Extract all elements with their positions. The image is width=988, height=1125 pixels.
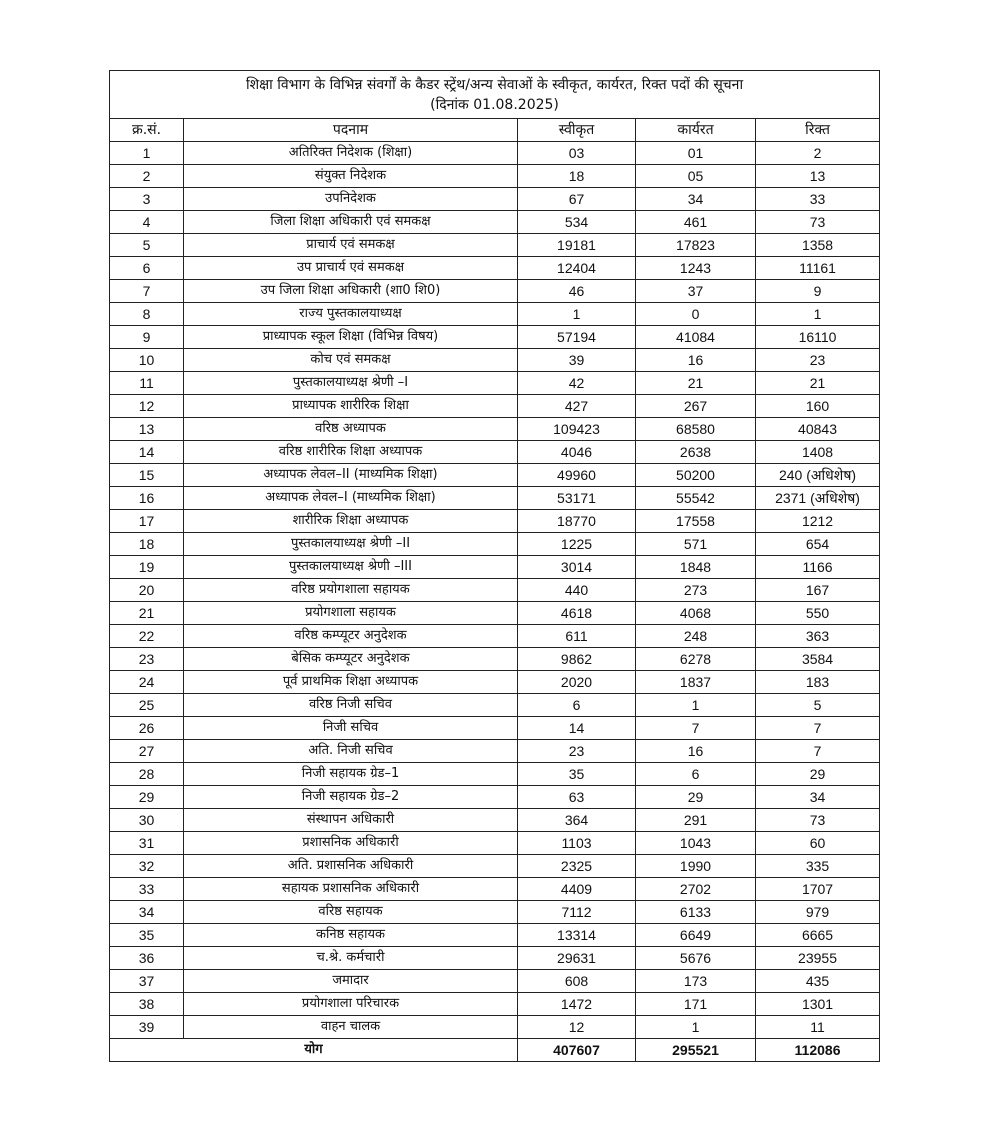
serial-cell: 12: [110, 395, 184, 418]
vacant-cell: 60: [756, 832, 880, 855]
sanctioned-cell: 53171: [518, 487, 636, 510]
table-row: [110, 878, 880, 901]
vacant-cell: 11: [756, 1016, 880, 1039]
vacant-cell: 1358: [756, 234, 880, 257]
sanctioned-cell: 9862: [518, 648, 636, 671]
designation-cell: जमादार: [184, 970, 518, 993]
sanctioned-cell: 46: [518, 280, 636, 303]
serial-cell: 27: [110, 740, 184, 763]
serial-cell: 1: [110, 142, 184, 165]
sanctioned-cell: 4046: [518, 441, 636, 464]
sanctioned-cell: 1: [518, 303, 636, 326]
vacant-cell: 3584: [756, 648, 880, 671]
sanctioned-cell: 29631: [518, 947, 636, 970]
serial-cell: 8: [110, 303, 184, 326]
sanctioned-cell: 13314: [518, 924, 636, 947]
designation-cell: निजी सचिव: [184, 717, 518, 740]
designation-cell: कोच एवं समकक्ष: [184, 349, 518, 372]
serial-cell: 6: [110, 257, 184, 280]
serial-cell: 31: [110, 832, 184, 855]
total-vacant: 112086: [756, 1039, 880, 1062]
serial-cell: 2: [110, 165, 184, 188]
serial-cell: 18: [110, 533, 184, 556]
table-row: [110, 832, 880, 855]
table-row: [110, 579, 880, 602]
vacant-cell: 2: [756, 142, 880, 165]
serial-cell: 20: [110, 579, 184, 602]
serial-cell: 28: [110, 763, 184, 786]
working-cell: 1990: [636, 855, 756, 878]
working-cell: 05: [636, 165, 756, 188]
designation-cell: वाहन चालक: [184, 1016, 518, 1039]
table-row: [110, 510, 880, 533]
vacant-cell: 29: [756, 763, 880, 786]
designation-cell: राज्य पुस्तकालयाध्यक्ष: [184, 303, 518, 326]
designation-cell: प्राध्यापक शारीरिक शिक्षा: [184, 395, 518, 418]
header-vacant: रिक्त: [756, 119, 880, 142]
sanctioned-cell: 534: [518, 211, 636, 234]
cadre-strength-table: [109, 70, 880, 1062]
vacant-cell: 13: [756, 165, 880, 188]
designation-cell: निजी सहायक ग्रेड–2: [184, 786, 518, 809]
header-serial: क्र.सं.: [110, 119, 184, 142]
sanctioned-cell: 611: [518, 625, 636, 648]
serial-cell: 7: [110, 280, 184, 303]
working-cell: 2638: [636, 441, 756, 464]
sanctioned-cell: 12: [518, 1016, 636, 1039]
working-cell: 4068: [636, 602, 756, 625]
serial-cell: 35: [110, 924, 184, 947]
table-row: [110, 395, 880, 418]
table-row: [110, 809, 880, 832]
designation-cell: निजी सहायक ग्रेड–1: [184, 763, 518, 786]
sanctioned-cell: 39: [518, 349, 636, 372]
sanctioned-cell: 608: [518, 970, 636, 993]
designation-cell: वरिष्ठ सहायक: [184, 901, 518, 924]
working-cell: 16: [636, 740, 756, 763]
serial-cell: 34: [110, 901, 184, 924]
table-row: [110, 280, 880, 303]
vacant-cell: 2371 (अधिशेष): [756, 487, 880, 510]
working-cell: 1: [636, 1016, 756, 1039]
designation-cell: उप जिला शिक्षा अधिकारी (शा0 शि0): [184, 280, 518, 303]
serial-cell: 11: [110, 372, 184, 395]
vacant-cell: 1166: [756, 556, 880, 579]
table-row: [110, 234, 880, 257]
vacant-cell: 73: [756, 211, 880, 234]
sanctioned-cell: 35: [518, 763, 636, 786]
working-cell: 7: [636, 717, 756, 740]
working-cell: 1837: [636, 671, 756, 694]
designation-cell: अति. निजी सचिव: [184, 740, 518, 763]
table-row: [110, 211, 880, 234]
serial-cell: 13: [110, 418, 184, 441]
working-cell: 34: [636, 188, 756, 211]
designation-cell: पुस्तकालयाध्यक्ष श्रेणी –I: [184, 372, 518, 395]
table-row: [110, 1016, 880, 1039]
designation-cell: कनिष्ठ सहायक: [184, 924, 518, 947]
designation-cell: जिला शिक्षा अधिकारी एवं समकक्ष: [184, 211, 518, 234]
working-cell: 41084: [636, 326, 756, 349]
serial-cell: 3: [110, 188, 184, 211]
table-row: [110, 349, 880, 372]
table-row: [110, 993, 880, 1016]
designation-cell: च.श्रे. कर्मचारी: [184, 947, 518, 970]
working-cell: 6278: [636, 648, 756, 671]
designation-cell: अतिरिक्त निदेशक (शिक्षा): [184, 142, 518, 165]
serial-cell: 15: [110, 464, 184, 487]
working-cell: 68580: [636, 418, 756, 441]
serial-cell: 9: [110, 326, 184, 349]
working-cell: 173: [636, 970, 756, 993]
working-cell: 01: [636, 142, 756, 165]
working-cell: 1: [636, 694, 756, 717]
designation-cell: वरिष्ठ शारीरिक शिक्षा अध्यापक: [184, 441, 518, 464]
table-row: [110, 763, 880, 786]
working-cell: 29: [636, 786, 756, 809]
sanctioned-cell: 1472: [518, 993, 636, 1016]
sanctioned-cell: 109423: [518, 418, 636, 441]
vacant-cell: 550: [756, 602, 880, 625]
working-cell: 267: [636, 395, 756, 418]
designation-cell: शारीरिक शिक्षा अध्यापक: [184, 510, 518, 533]
table-row: [110, 740, 880, 763]
sanctioned-cell: 6: [518, 694, 636, 717]
table-row: [110, 165, 880, 188]
designation-cell: वरिष्ठ कम्प्यूटर अनुदेशक: [184, 625, 518, 648]
serial-cell: 5: [110, 234, 184, 257]
table-row: [110, 257, 880, 280]
document-title: शिक्षा विभाग के विभिन्न संवर्गों के कैडर स्ट्रेंथ/अन्य सेवाओं के स्वीकृत, कार्यरत, रिक्त पदों की सूचना: [245, 76, 744, 93]
working-cell: 1848: [636, 556, 756, 579]
vacant-cell: 34: [756, 786, 880, 809]
sanctioned-cell: 18770: [518, 510, 636, 533]
serial-cell: 19: [110, 556, 184, 579]
vacant-cell: 40843: [756, 418, 880, 441]
designation-cell: सहायक प्रशासनिक अधिकारी: [184, 878, 518, 901]
header-row: [110, 119, 880, 142]
vacant-cell: 33: [756, 188, 880, 211]
sanctioned-cell: 1225: [518, 533, 636, 556]
vacant-cell: 363: [756, 625, 880, 648]
vacant-cell: 183: [756, 671, 880, 694]
vacant-cell: 7: [756, 740, 880, 763]
designation-cell: उप प्राचार्य एवं समकक्ष: [184, 257, 518, 280]
designation-cell: संस्थापन अधिकारी: [184, 809, 518, 832]
working-cell: 571: [636, 533, 756, 556]
vacant-cell: 1: [756, 303, 880, 326]
header-sanctioned: स्वीकृत: [518, 119, 636, 142]
vacant-cell: 979: [756, 901, 880, 924]
table-row: [110, 418, 880, 441]
sanctioned-cell: 19181: [518, 234, 636, 257]
working-cell: 55542: [636, 487, 756, 510]
sanctioned-cell: 42: [518, 372, 636, 395]
sanctioned-cell: 2020: [518, 671, 636, 694]
designation-cell: प्रयोगशाला परिचारक: [184, 993, 518, 1016]
table-row: [110, 970, 880, 993]
working-cell: 0: [636, 303, 756, 326]
designation-cell: पुस्तकालयाध्यक्ष श्रेणी –III: [184, 556, 518, 579]
table-title: [110, 71, 880, 119]
sanctioned-cell: 23: [518, 740, 636, 763]
working-cell: 2702: [636, 878, 756, 901]
table-row: [110, 487, 880, 510]
vacant-cell: 1408: [756, 441, 880, 464]
table-row: [110, 142, 880, 165]
vacant-cell: 23: [756, 349, 880, 372]
designation-cell: वरिष्ठ अध्यापक: [184, 418, 518, 441]
sanctioned-cell: 67: [518, 188, 636, 211]
table-row: [110, 786, 880, 809]
working-cell: 461: [636, 211, 756, 234]
designation-cell: प्रयोगशाला सहायक: [184, 602, 518, 625]
working-cell: 16: [636, 349, 756, 372]
table-row: [110, 441, 880, 464]
table-row: [110, 625, 880, 648]
serial-cell: 37: [110, 970, 184, 993]
designation-cell: उपनिदेशक: [184, 188, 518, 211]
serial-cell: 16: [110, 487, 184, 510]
sanctioned-cell: 4618: [518, 602, 636, 625]
vacant-cell: 5: [756, 694, 880, 717]
serial-cell: 38: [110, 993, 184, 1016]
designation-cell: संयुक्त निदेशक: [184, 165, 518, 188]
total-sanctioned: 407607: [518, 1039, 636, 1062]
sanctioned-cell: 4409: [518, 878, 636, 901]
vacant-cell: 16110: [756, 326, 880, 349]
table-row: [110, 947, 880, 970]
serial-cell: 21: [110, 602, 184, 625]
working-cell: 6133: [636, 901, 756, 924]
table-row: [110, 924, 880, 947]
table-row: [110, 326, 880, 349]
sanctioned-cell: 18: [518, 165, 636, 188]
sanctioned-cell: 14: [518, 717, 636, 740]
vacant-cell: 167: [756, 579, 880, 602]
designation-cell: प्रशासनिक अधिकारी: [184, 832, 518, 855]
designation-cell: वरिष्ठ निजी सचिव: [184, 694, 518, 717]
table-row: [110, 855, 880, 878]
total-label: योग: [110, 1039, 518, 1062]
serial-cell: 10: [110, 349, 184, 372]
total-row: [110, 1039, 880, 1062]
working-cell: 37: [636, 280, 756, 303]
serial-cell: 30: [110, 809, 184, 832]
working-cell: 1243: [636, 257, 756, 280]
vacant-cell: 9: [756, 280, 880, 303]
table-row: [110, 533, 880, 556]
serial-cell: 32: [110, 855, 184, 878]
table-row: [110, 464, 880, 487]
header-designation: पदनाम: [184, 119, 518, 142]
serial-cell: 39: [110, 1016, 184, 1039]
vacant-cell: 335: [756, 855, 880, 878]
table-row: [110, 602, 880, 625]
vacant-cell: 1212: [756, 510, 880, 533]
table-row: [110, 694, 880, 717]
sanctioned-cell: 12404: [518, 257, 636, 280]
designation-cell: अति. प्रशासनिक अधिकारी: [184, 855, 518, 878]
working-cell: 171: [636, 993, 756, 1016]
designation-cell: पूर्व प्राथमिक शिक्षा अध्यापक: [184, 671, 518, 694]
vacant-cell: 21: [756, 372, 880, 395]
serial-cell: 22: [110, 625, 184, 648]
working-cell: 17823: [636, 234, 756, 257]
vacant-cell: 6665: [756, 924, 880, 947]
serial-cell: 36: [110, 947, 184, 970]
sanctioned-cell: 03: [518, 142, 636, 165]
working-cell: 17558: [636, 510, 756, 533]
table-row: [110, 372, 880, 395]
sanctioned-cell: 364: [518, 809, 636, 832]
serial-cell: 4: [110, 211, 184, 234]
working-cell: 6: [636, 763, 756, 786]
vacant-cell: 23955: [756, 947, 880, 970]
table-row: [110, 188, 880, 211]
vacant-cell: 7: [756, 717, 880, 740]
designation-cell: वरिष्ठ प्रयोगशाला सहायक: [184, 579, 518, 602]
serial-cell: 14: [110, 441, 184, 464]
sanctioned-cell: 49960: [518, 464, 636, 487]
vacant-cell: 1707: [756, 878, 880, 901]
working-cell: 5676: [636, 947, 756, 970]
designation-cell: प्राध्यापक स्कूल शिक्षा (विभिन्न विषय): [184, 326, 518, 349]
vacant-cell: 160: [756, 395, 880, 418]
designation-cell: अध्यापक लेवल–I (माध्यमिक शिक्षा): [184, 487, 518, 510]
vacant-cell: 240 (अधिशेष): [756, 464, 880, 487]
sanctioned-cell: 440: [518, 579, 636, 602]
total-working: 295521: [636, 1039, 756, 1062]
working-cell: 291: [636, 809, 756, 832]
working-cell: 21: [636, 372, 756, 395]
vacant-cell: 73: [756, 809, 880, 832]
designation-cell: प्राचार्य एवं समकक्ष: [184, 234, 518, 257]
working-cell: 6649: [636, 924, 756, 947]
sanctioned-cell: 1103: [518, 832, 636, 855]
table-row: [110, 717, 880, 740]
sanctioned-cell: 2325: [518, 855, 636, 878]
sanctioned-cell: 3014: [518, 556, 636, 579]
designation-cell: बेसिक कम्प्यूटर अनुदेशक: [184, 648, 518, 671]
table-row: [110, 556, 880, 579]
vacant-cell: 654: [756, 533, 880, 556]
document-date: (दिनांक 01.08.2025): [430, 96, 559, 113]
designation-cell: पुस्तकालयाध्यक्ष श्रेणी –II: [184, 533, 518, 556]
table-row: [110, 303, 880, 326]
table-row: [110, 671, 880, 694]
serial-cell: 24: [110, 671, 184, 694]
working-cell: 273: [636, 579, 756, 602]
vacant-cell: 11161: [756, 257, 880, 280]
vacant-cell: 1301: [756, 993, 880, 1016]
serial-cell: 33: [110, 878, 184, 901]
header-working: कार्यरत: [636, 119, 756, 142]
serial-cell: 29: [110, 786, 184, 809]
designation-cell: अध्यापक लेवल–II (माध्यमिक शिक्षा): [184, 464, 518, 487]
sanctioned-cell: 57194: [518, 326, 636, 349]
document: [109, 70, 879, 1062]
working-cell: 1043: [636, 832, 756, 855]
vacant-cell: 435: [756, 970, 880, 993]
serial-cell: 17: [110, 510, 184, 533]
serial-cell: 26: [110, 717, 184, 740]
sanctioned-cell: 7112: [518, 901, 636, 924]
working-cell: 248: [636, 625, 756, 648]
sanctioned-cell: 427: [518, 395, 636, 418]
table-row: [110, 901, 880, 924]
table-body: [110, 142, 880, 1039]
serial-cell: 25: [110, 694, 184, 717]
working-cell: 50200: [636, 464, 756, 487]
sanctioned-cell: 63: [518, 786, 636, 809]
table-row: [110, 648, 880, 671]
serial-cell: 23: [110, 648, 184, 671]
